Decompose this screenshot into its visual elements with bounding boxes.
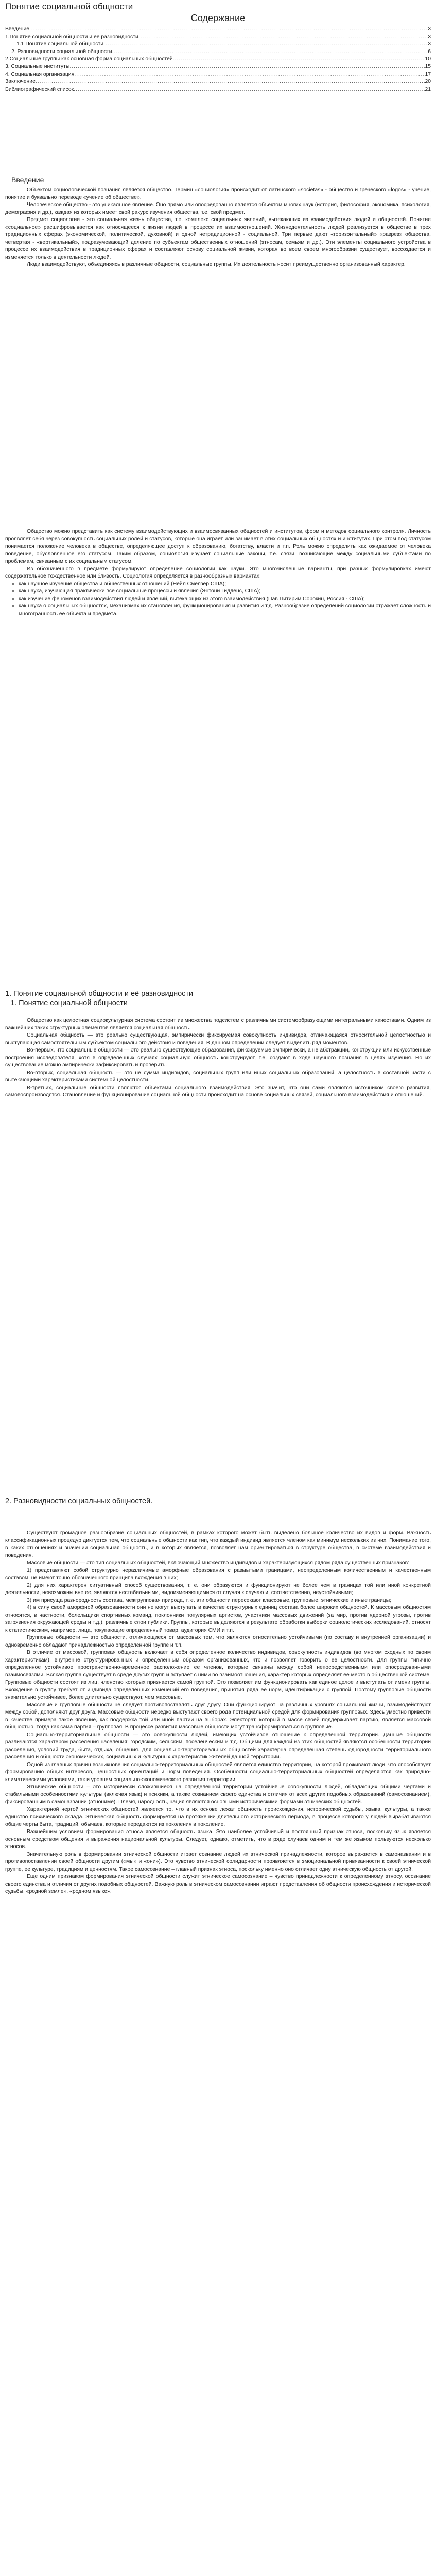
section-2-heading: 2. Разновидности социальных общностей. <box>5 1497 153 1505</box>
section-1-heading: 1. Понятие социальной общности и её разновидности <box>5 990 194 998</box>
paragraph: Этнические общности – это исторически сложившиеся на определенной территории устойчивые совокупности людей, обладающих общими чертами и стабильными особенностями культуры (включая язык) и психики, а также сознанием своего единства и отличия от всех других подобных образований (самосознанием), фиксированным в самоназвании (этнониме). Племя, народность, нация являются основными историческими формами этнических общностей. <box>5 1784 431 1805</box>
paragraph: Одной из главных причин возникновения социально-территориальных общностей является единство территории, на которой проживают люди, что способствует формированию общих интересов, ценностных ориентаций и норм поведения. Особенности социально-территориальных общностей определяются как природно-климатическими условиями, так и уровнем социально-экономического развития территории. <box>5 1761 431 1783</box>
list-item: • как изучение феноменов взаимодействия людей и явлений, вытекающих из этого взаимодействия (Пав Питирим Сорокин, Россия - США); <box>19 596 431 603</box>
introduction-paragraphs-2 <box>5 528 431 581</box>
toc-entry-page: 3 <box>428 26 431 32</box>
paragraph: Во-вторых, социальная общность — это не сумма индивидов, социальных групп или иных социальных образований, а целостность в составной части с вытекающими характеристиками системной целостности. <box>5 1070 431 1083</box>
introduction-paragraphs-1 <box>5 187 431 269</box>
toc-leader-dots <box>173 56 425 63</box>
toc-entry-page: 20 <box>425 79 431 85</box>
toc-entry-label: 1.Понятие социальной общности и её разновидности <box>5 33 138 40</box>
paragraph: Из обозначенного в предмете формулируют определение социологии как науки. Это многочисленные варианты, при разных формулировках имеют содержательное тождественное или близость. Социология определяется в разнообразных вариантах: <box>5 566 431 579</box>
toc-entry[interactable] <box>5 56 431 63</box>
paragraph: Общество как целостная социокультурная система состоит из множества подсистем с различными системообразующими интегральными качествами. Одним из важнейших таких структурных элементов является социальная общность. <box>5 1018 431 1031</box>
paragraph: Социально-территориальные общности — это совокупности людей, имеющих устойчивое отношение к определенной территории. Данные общности различаются характером расселения населения: городским, сельским, поселенческим и т.д. Общими для каждой из этих общностей являются особенности территории расселения, условий труда, быта, отдыха, общения. Для социально-территориальных общностей характерна определенная степень однородности территориального расселения и общности экономических, социальных и культурных характеристик жителей данной территории. <box>5 1732 431 1760</box>
paragraph: Еще одним признаком формирования этнической общности служит этническое самосознание – чувство принадлежности к определенному этносу, осознание своего единства и отличия от других подобных общностей. Важную роль в этническом самосознании играют представления об общности происхождения и исторической судьбы, «родной земле», «родном языке». <box>5 1874 431 1894</box>
toc-entry-page: 17 <box>425 71 431 77</box>
toc-entry-label: 3. Социальные институты <box>5 64 70 70</box>
section-1 <box>5 989 431 1099</box>
table-of-contents <box>5 12 431 93</box>
toc-entry-label: 4. Социальная организация <box>5 71 75 77</box>
paragraph: Массовые и групповые общности не следует противопоставлять друг другу. Они функционируют на различных уровнях социальной жизни, взаимодействуют между собой, дополняют друг друга. Массовые общности нередко выступают своего рода потенциальной средой для формирования групповых. Здесь уместно привести в качестве примера такое явление, как поддержка той или иной партии на выборах. Электорат, который в массе своей поддерживает партию, является массовой общностью, тогда как сама партия – групповая. В процессе развития массовые общности могут трансформироваться в групповые. <box>5 1702 431 1730</box>
paragraph: Человеческое общество - это уникальное явление. Оно прямо или опосредованно является объектом многих наук (история, философия, экономика, психология, демография и др.), каждая из которых имеет свой ракурс изучения общества, т.е. свой предмет. <box>5 202 431 215</box>
paragraph: Массовые общности — это тип социальных общностей, включающий множество индивидов и характеризующихся рядом ряда существенных признаков: <box>27 1560 409 1566</box>
paragraph: Характерной чертой этнических общностей является то, что в их основе лежат общность происхождения, исторической судьбы, языка, культуры, а также единство психического склада. Этническая общность формируется на протяжении длительного исторического периода, в процессе которого у людей вырабатываются общие черты быта, традиций, обычаев, которые передаются из поколения в поколение. <box>5 1806 431 1827</box>
toc-entry-label: Заключение <box>5 79 36 85</box>
toc-leader-dots <box>112 48 428 56</box>
paragraph: Значительную роль в формировании этнической общности играет сознание людей их этнической принадлежности, которое выражается в самоназвании и в противопоставлении своей общности другим («мы» и «они»). Это чувство этнической солидарности проявляется в эмоциональной привязанности к своей этнической группе, ее культуре, традициям и ценностям. Такое самосознание – главный признак этноса, поскольку именно оно отличает одну этническую общность от другой. <box>5 1851 431 1872</box>
paragraph: 4) в силу своей аморфной образованности они не могут выступать в качестве структурных единиц состава более широких общностей. К массовым общностям относятся, в частности, болельщики спортивных команд, поклонники популярных артистов, участники массовых движений (за мир, против ядерной угрозы, против загрязнения окружающей среды и т.д.), различные слои публики. Группы, которые выделяются в результате обработки выборки социологических исследований, относят к статистическим, например, лица, покупающие определенный товар, аудитория СМИ и т.п. <box>5 1605 431 1633</box>
toc-entry[interactable] <box>5 63 431 71</box>
toc-entry-label: 2.Социальные группы как основная форма социальных общностей <box>5 56 173 62</box>
toc-list <box>5 26 431 93</box>
paragraph: Общество можно представить как систему взаимодействующих и взаимосвязанных общностей и институтов, форм и методов социального контроля. Личность проявляет себя через совокупность социальных ролей и статусов, которые она играет или занимает в этих социальных общностях и институтах. При этом под статусом понимается положение человека в обществе, определяющее доступ к образованию, богатству, власти и т.п. Роль можно определить как ожидаемое от человека поведение, обусловленное его статусом. Таким образом, социология изучает социальные законы, т.е. связи, возникающие между социальными субъектами по проблемам, связанным с их социальным статусом. <box>5 529 431 564</box>
list-item: • как наука, изучающая практически все социальные процессы и явления (Энтони Гидденс, США); <box>19 588 431 596</box>
definitions-list <box>5 581 431 618</box>
paragraph: Предмет социологии - это социальная жизнь общества, т.е. комплекс социальных явлений, вытекающих из взаимодействия людей и общностей. Понятие «социальное» расшифровывается как относящееся к жизни людей в процессе их взаимоотношений. Жизнедеятельность людей реализуется в обществе в трех традиционных сферах (экономической, политической, духовной) и одной нетрадиционной - социальной. Три первые дают «горизонтальный» «разрез» общества, четвертая - «вертикальный», подразумевающий деление по субъектам общественных отношений (этносам, семьям и др.). Эти элементы социального устройства в процессе их взаимодействия в традиционных сферах и составляют основу социальной жизни, которая во всем своем многообразии существует, воссоздается и изменяется только в деятельности людей. <box>5 217 431 260</box>
toc-entry[interactable] <box>5 48 431 56</box>
toc-entry-page: 10 <box>425 56 431 62</box>
toc-entry-page: 3 <box>428 33 431 40</box>
paragraph: Объектом социологической познания является общество. Термин «социология» происходит от латинского «societas» - общество и греческого «logos» - учение, понятие и буквально переводе «учение об обществе». <box>5 187 431 200</box>
toc-entry[interactable] <box>5 86 431 94</box>
section-1-paragraphs <box>5 1017 431 1099</box>
section-2 <box>5 1497 431 1896</box>
toc-entry-page: 3 <box>428 41 431 47</box>
paragraph: В отличие от массовой, групповая общность включает в себя определенное количество индивидов, совокупность индивидов (во многом сходных по своим характеристикам), внутренне структурированных и определенным образом организованных, что и позволяет говорить о ее целостности. Для группы типично определенное устойчивое пространственно-временное расположение ее членов, которые связаны между собой непосредственными или опосредованными взаимосвязями. Всякая группа существует в среде других групп и вступает с ними во взаимоотношения, характер которых определяет ее место в общественной системе. Групповые общности состоят из лиц, членство которых признается самой группой. Это позволяет им функционировать как единое целое и выступать от имени группы. Вхождение в группу требует от индивида определенных изменений его поведения, принятия ряда ее норм, идентификации с группой. Поэтому групповые общности значительно устойчивее, более длительно существуют, чем массовые. <box>5 1650 431 1700</box>
introduction-section <box>5 175 431 269</box>
paragraph: Важнейшим условием формирования этноса является общность языка. Это наиболее устойчивый и постоянный признак этноса, поскольку язык является основным средством общения и выражения национальной культуры. Следует, однако, отметить, что в ряде случаев одним и тем же языком пользуются несколько этносов. <box>5 1829 431 1850</box>
list-item: • как наука о социальных общностях, механизмах их становления, функционирования и развития и т.д. Разнообразие определений социологии отражает сложность и многогранность ее объекта и предмета. <box>19 603 431 618</box>
toc-heading: Содержание <box>190 13 246 23</box>
toc-entry-label: 2. Разновидности социальной общности <box>11 48 112 55</box>
paragraph: 2) для них характерен ситуативный способ существования, т. е. они образуются и функционируют не более чем в границах той или иной конкретной деятельности, невозможны вне ее, являются нестабильными, видоизменяющимися от случая к случаю и, соответственно, неустойчивыми; <box>5 1582 431 1596</box>
toc-entry[interactable] <box>5 78 431 86</box>
introduction-heading: Введение <box>11 176 44 184</box>
toc-leader-dots <box>36 78 425 86</box>
paragraph: Групповые общности — это общности, отличающиеся от массовых тем, что являются относительно устойчивыми (по составу и внутренней организации) и одновременно обладают принадлежностью определенной группе и т.п. <box>5 1635 431 1648</box>
toc-entry[interactable] <box>5 26 431 33</box>
toc-leader-dots <box>74 86 425 94</box>
paragraph: 3) им присуща разнородность состава, межгрупповая природа, т. е. эти общности пересекают классовые, групповые, этнические и иные границы; <box>27 1597 392 1603</box>
toc-entry[interactable] <box>5 71 431 79</box>
toc-leader-dots <box>74 71 425 79</box>
paragraph: Во-первых, что социальные общности — это реально существующие образования, фиксируемые эмпирически, а не абстракции, конструкции или искусственные построения исследователя, хотя в определенных случаях социальную общность конструируют, т.е. создают в ходе научного познания в целях изучения. Но их существование можно эмпирически зафиксировать и проверить. <box>5 1047 431 1068</box>
section-1-subheading: 1. Понятие социальной общности <box>10 999 128 1007</box>
toc-leader-dots <box>138 33 428 41</box>
toc-entry-label: 1.1 Понятие социальной общности <box>16 41 104 47</box>
paragraph: В-третьих, социальные общности являются объектами социального взаимодействия. Это значит, что они сами являются источником своего развития, самовоспроизводятся. Становление и функционирование социальной общности происходит на основе социальных связей, социального взаимодействия и отношений. <box>5 1084 431 1098</box>
paragraph: Социальная общность — это реально существующая, эмпирически фиксируемая совокупность индивидов, отличающаяся относительной целостностью и выступающая самостоятельным субъектом социального действия и поведения. В данном определении следует выделить ряд моментов. <box>5 1032 431 1046</box>
toc-entry-label: Введение <box>5 26 30 32</box>
toc-entry-page: 21 <box>425 86 431 92</box>
toc-leader-dots <box>69 63 425 71</box>
introduction-continued <box>5 528 431 618</box>
toc-leader-dots <box>103 41 428 48</box>
list-item: • как научное изучение общества и общественных отношений (Нейл Смелзер,США); <box>19 581 431 588</box>
toc-entry-page: 15 <box>425 64 431 70</box>
paragraph: Существуют громадное разнообразие социальных общностей, в рамках которого может быть выделено большое количество их видов и форм. Важность классификационных процедур диктуется тем, что социальные общности как тип, что каждый индивид является членом как минимум нескольких из них. Понимание того, в каких отношениях и значении социальная общность, и в которых является, позволяет нам ориентироваться в структуре общества, в системе взаимодействия и поведения. <box>5 1530 431 1558</box>
paragraph: Люди взаимодействуют, объединяясь в различные общности, социальные группы. Их деятельность носит преимущественно организованный характер. <box>27 262 406 267</box>
toc-entry-page: 6 <box>428 48 431 55</box>
paragraph: 1) представляют собой структурно неразличимые аморфные образования с размытыми границами, неопределенным количественным и качественным составом, не имеют точно обозначенного принципа вхождения в них; <box>5 1567 431 1581</box>
toc-entry[interactable] <box>5 41 431 48</box>
toc-entry[interactable] <box>5 33 431 41</box>
section-2-paragraphs <box>5 1530 431 1896</box>
toc-leader-dots <box>29 26 428 33</box>
toc-entry-label: Библиографический список <box>5 86 74 92</box>
document-title: Понятие социальной общности <box>5 2 133 11</box>
